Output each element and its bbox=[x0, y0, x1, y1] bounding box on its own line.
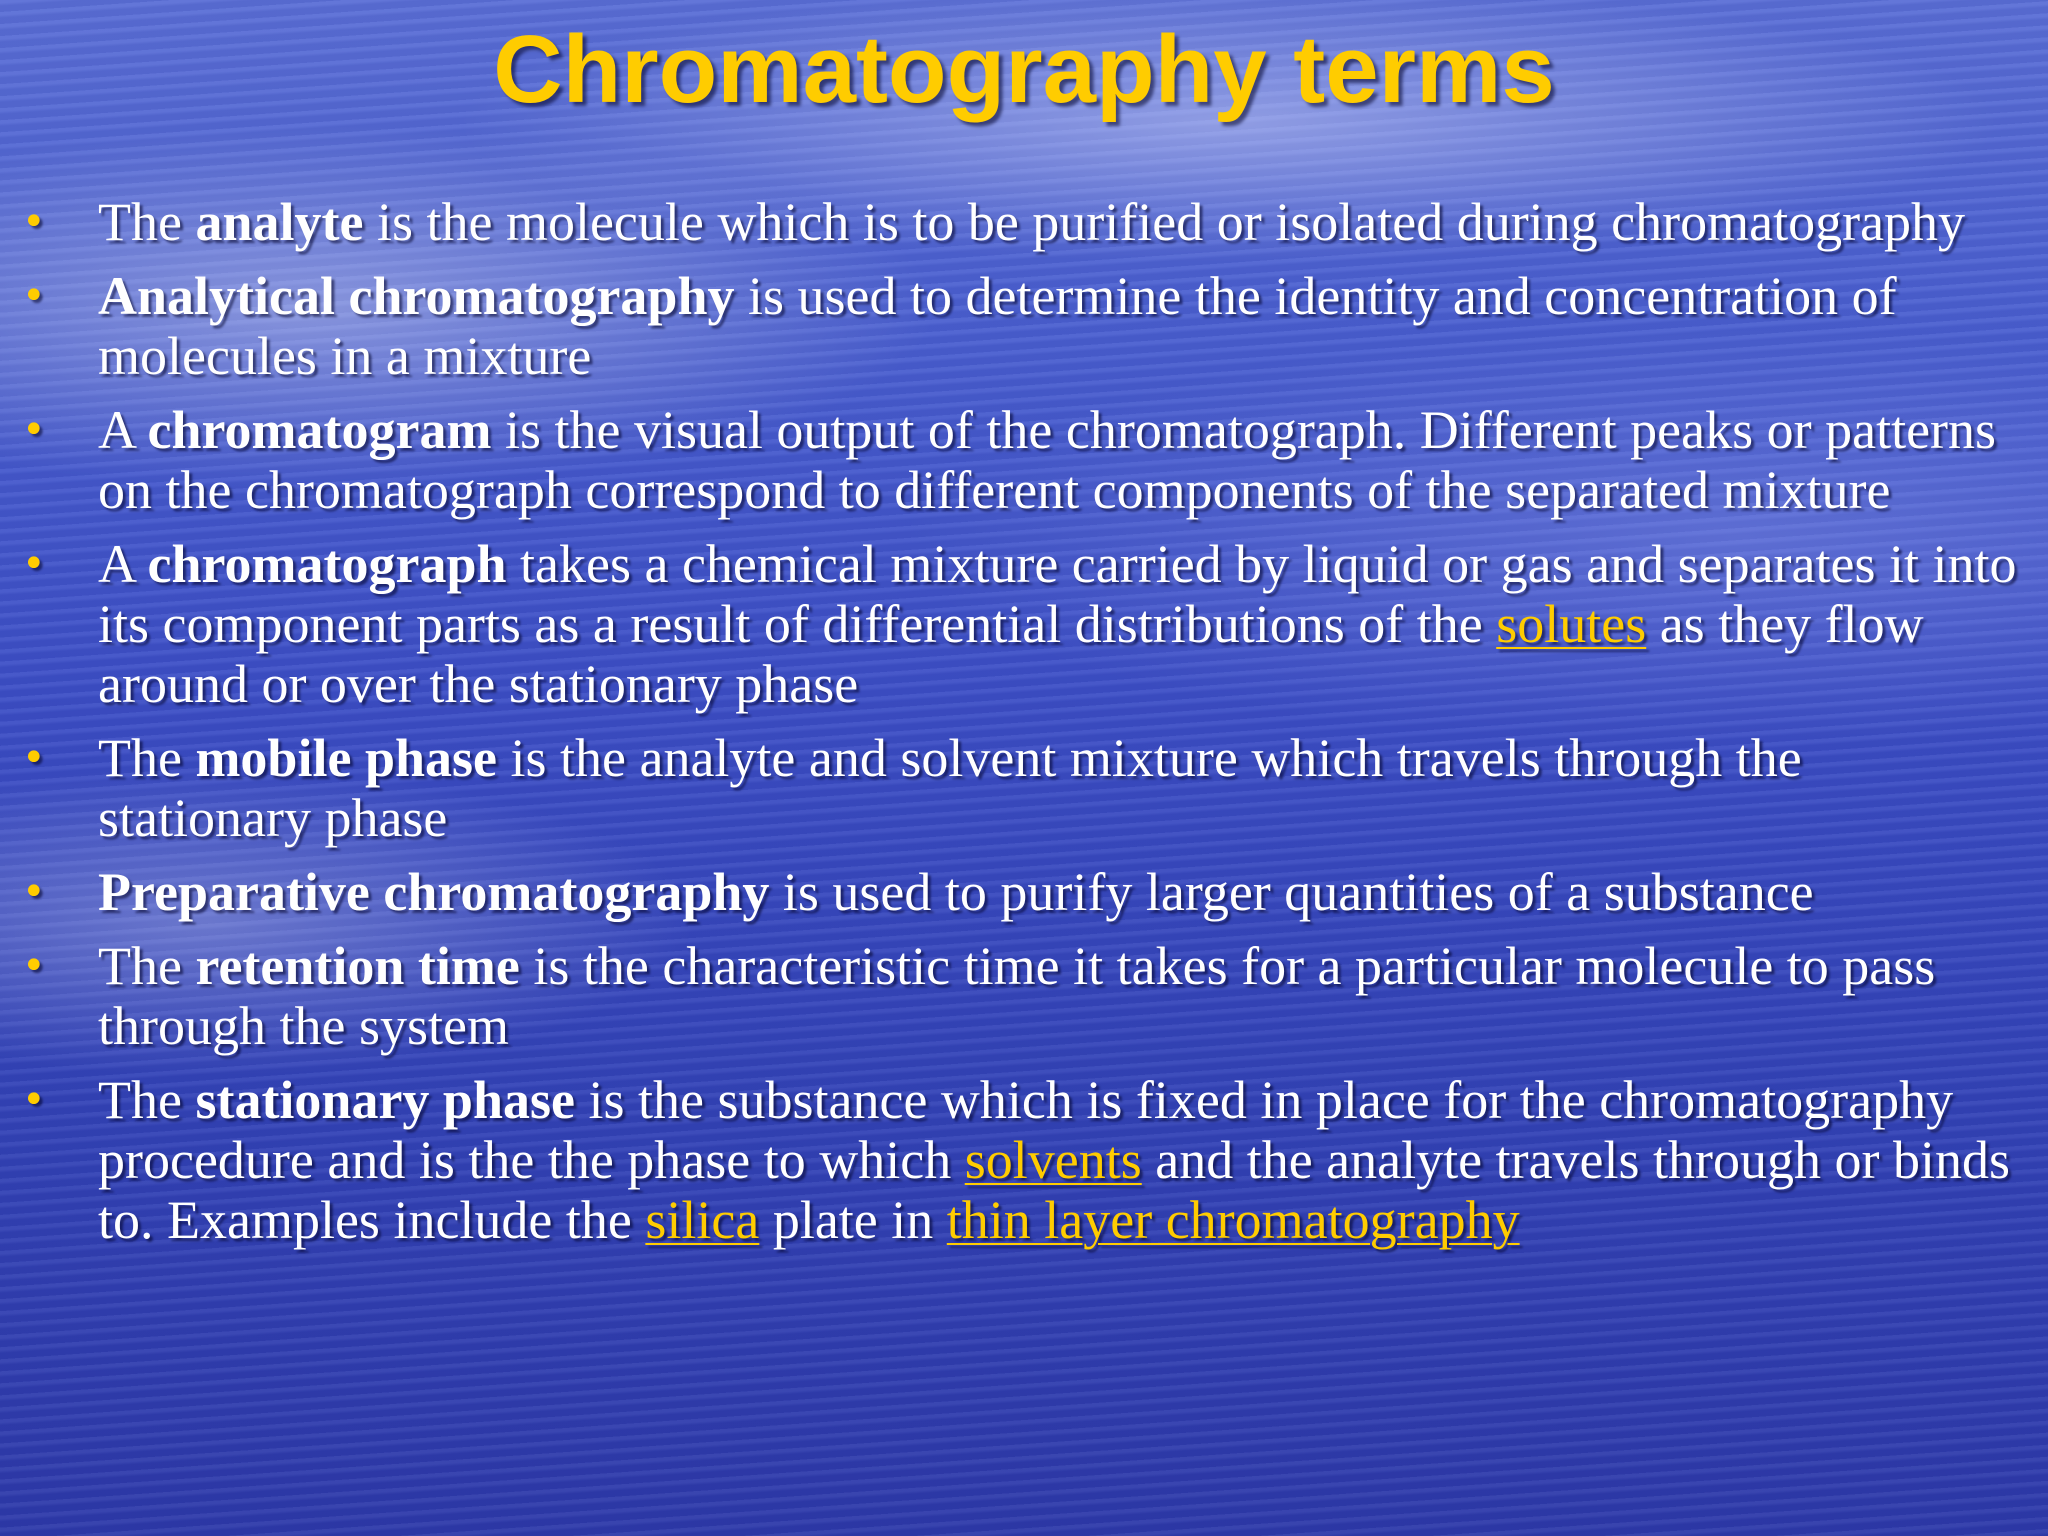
item-lead: The bbox=[98, 1070, 196, 1130]
item-definition-mid: plate in bbox=[759, 1190, 947, 1250]
list-item-mobile-phase bbox=[0, 728, 2048, 848]
link-silica[interactable]: silica bbox=[645, 1190, 760, 1250]
list-item-retention-time bbox=[0, 936, 2048, 1056]
term-chromatogram: chromatogram bbox=[147, 400, 492, 460]
bullet-icon: • bbox=[22, 199, 46, 245]
list-item-chromatogram bbox=[0, 400, 2048, 520]
bullet-icon: • bbox=[22, 541, 46, 587]
item-definition: is the characteristic time it takes for a particular molecule to pass through the system bbox=[98, 936, 1936, 1056]
item-definition: is the substance which is fixed in place for the chromatography procedure and is the the phase to which bbox=[98, 1070, 1954, 1190]
bullet-icon: • bbox=[22, 869, 46, 915]
list-item-chromatograph bbox=[0, 534, 2048, 714]
slide-title: Chromatography terms bbox=[493, 16, 1555, 123]
item-definition-mid: and the analyte travels through or binds to. Examples include the bbox=[98, 1130, 2011, 1250]
item-definition: is the analyte and solvent mixture which travels through the stationary phase bbox=[98, 728, 1802, 848]
bullet-icon: • bbox=[22, 735, 46, 781]
term-retention-time: retention time bbox=[195, 936, 520, 996]
link-solvents[interactable]: solvents bbox=[964, 1130, 1142, 1190]
item-definition: is used to determine the identity and concentration of molecules in a mixture bbox=[98, 266, 1897, 386]
term-preparative-chromatography: Preparative chromatography bbox=[98, 862, 770, 922]
term-analyte: analyte bbox=[195, 192, 364, 252]
bullet-icon: • bbox=[22, 407, 46, 453]
term-stationary-phase: stationary phase bbox=[195, 1070, 575, 1130]
term-analytical-chromatography: Analytical chromatography bbox=[98, 266, 735, 326]
list-item-analyte bbox=[0, 192, 2048, 252]
term-chromatograph: chromatograph bbox=[147, 534, 507, 594]
item-definition: takes a chemical mixture carried by liquid or gas and separates it into its component parts as a result of differential distributions of the bbox=[98, 534, 2017, 654]
item-lead: The bbox=[98, 936, 196, 996]
item-lead: A bbox=[98, 534, 148, 594]
term-list bbox=[0, 192, 2048, 1264]
item-definition: is the molecule which is to be purified or isolated during chromatography bbox=[363, 192, 1966, 252]
bullet-icon: • bbox=[22, 943, 46, 989]
item-definition: is the visual output of the chromatograph. Different peaks or patterns on the chromatograph correspond to different components of the separated mixture bbox=[98, 400, 1997, 520]
term-mobile-phase: mobile phase bbox=[195, 728, 497, 788]
bullet-icon: • bbox=[22, 1077, 46, 1123]
link-thin-layer-chromatography[interactable]: thin layer chromatography bbox=[946, 1190, 1520, 1250]
item-lead: A bbox=[98, 400, 148, 460]
link-solutes[interactable]: solutes bbox=[1496, 594, 1647, 654]
list-item-analytical-chromatography bbox=[0, 266, 2048, 386]
list-item-preparative-chromatography bbox=[0, 862, 2048, 922]
bullet-icon: • bbox=[22, 273, 46, 319]
item-definition-tail: as they flow around or over the stationary phase bbox=[98, 594, 1924, 714]
item-lead: The bbox=[98, 728, 196, 788]
item-lead: The bbox=[98, 192, 196, 252]
list-item-stationary-phase bbox=[0, 1070, 2048, 1250]
item-definition: is used to purify larger quantities of a substance bbox=[769, 862, 1814, 922]
